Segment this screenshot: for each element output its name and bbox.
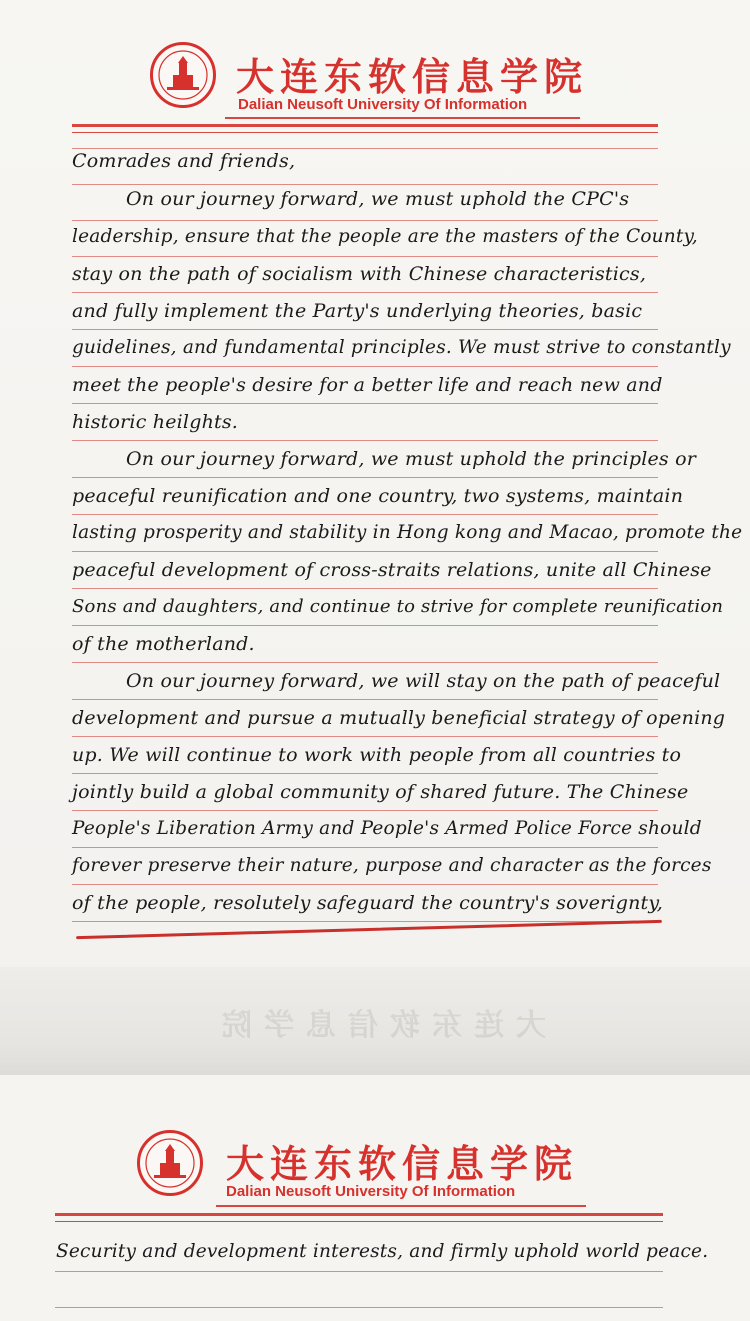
ruled-line bbox=[72, 477, 658, 478]
letter-line: up. We will continue to work with people from all countries to bbox=[72, 744, 682, 766]
ruled-line bbox=[72, 366, 658, 367]
letter-line: guidelines, and fundamental principles. We must strive to constantly bbox=[72, 337, 731, 358]
red-underline-stroke bbox=[76, 920, 662, 939]
school-name-english: Dalian Neusoft University Of Information bbox=[238, 96, 528, 113]
letter-line: historic heilghts. bbox=[72, 411, 239, 433]
ruled-line bbox=[72, 847, 658, 848]
ruled-line bbox=[72, 220, 658, 221]
letter-line: jointly build a global community of shared future. The Chinese bbox=[72, 781, 689, 803]
school-name-chinese: 大连东软信息学院 bbox=[226, 1141, 579, 1186]
letterhead-rule-top bbox=[72, 124, 658, 127]
ruled-line bbox=[55, 1271, 663, 1272]
ruled-line bbox=[72, 662, 658, 663]
ruled-line bbox=[72, 256, 658, 257]
letterhead-underline bbox=[216, 1205, 586, 1207]
letter-line: of the people, resolutely safeguard the country's soverignty, bbox=[72, 892, 663, 914]
letter-line: People's Liberation Army and People's Armed Police Force should bbox=[72, 818, 702, 839]
bleed-through-text: 大连东软信息学院 bbox=[210, 1008, 546, 1043]
ruled-line bbox=[72, 699, 658, 700]
ruled-line bbox=[72, 403, 658, 404]
ruled-line bbox=[72, 440, 658, 441]
letterhead-underline bbox=[225, 117, 580, 119]
letter-line: peaceful development of cross-straits relations, unite all Chinese bbox=[72, 559, 712, 581]
ruled-line bbox=[72, 588, 658, 589]
letter-line: peaceful reunification and one country, two systems, maintain bbox=[72, 485, 684, 507]
ruled-line bbox=[72, 329, 658, 330]
letterhead-rule-bottom bbox=[55, 1221, 663, 1222]
letterhead-rule-bottom bbox=[72, 132, 658, 133]
letter-line: of the motherland. bbox=[72, 633, 255, 655]
ruled-line bbox=[72, 514, 658, 515]
university-emblem-icon bbox=[150, 42, 216, 108]
letter-line: lasting prosperity and stability in Hong kong and Macao, promote the bbox=[72, 522, 743, 543]
letter-line: and fully implement the Party's underlying theories, basic bbox=[72, 300, 643, 322]
ruled-line bbox=[55, 1307, 663, 1308]
letter-line: forever preserve their nature, purpose and character as the forces bbox=[72, 855, 712, 876]
ruled-line bbox=[72, 884, 658, 885]
ruled-line bbox=[72, 292, 658, 293]
letter-line: On our journey forward, we must uphold the principles or bbox=[126, 448, 697, 470]
school-name-english: Dalian Neusoft University Of Information bbox=[226, 1183, 516, 1200]
ruled-line bbox=[72, 625, 658, 626]
ruled-line bbox=[72, 736, 658, 737]
letter-line: meet the people's desire for a better life and reach new and bbox=[72, 374, 663, 396]
letter-line: Security and development interests, and firmly uphold world peace. bbox=[56, 1241, 709, 1262]
letterhead-rule-top bbox=[55, 1213, 663, 1216]
ruled-line bbox=[72, 184, 658, 185]
school-name-chinese: 大连东软信息学院 bbox=[236, 54, 589, 99]
letter-line: development and pursue a mutually beneficial strategy of opening bbox=[72, 707, 726, 729]
university-emblem-icon bbox=[137, 1130, 203, 1196]
ruled-line bbox=[72, 148, 658, 149]
ruled-line bbox=[72, 551, 658, 552]
letter-line: On our journey forward, we will stay on the path of peaceful bbox=[126, 670, 721, 692]
letter-line: Comrades and friends, bbox=[72, 150, 296, 172]
letter-page-2 bbox=[0, 1075, 750, 1321]
letter-line: On our journey forward, we must uphold the CPC's bbox=[126, 188, 630, 210]
letter-line: Sons and daughters, and continue to strive for complete reunification bbox=[72, 596, 724, 617]
ruled-line bbox=[72, 810, 658, 811]
ruled-line bbox=[72, 773, 658, 774]
letter-line: stay on the path of socialism with Chinese characteristics, bbox=[72, 263, 647, 285]
letter-line: leadership, ensure that the people are the masters of the County, bbox=[72, 226, 698, 247]
